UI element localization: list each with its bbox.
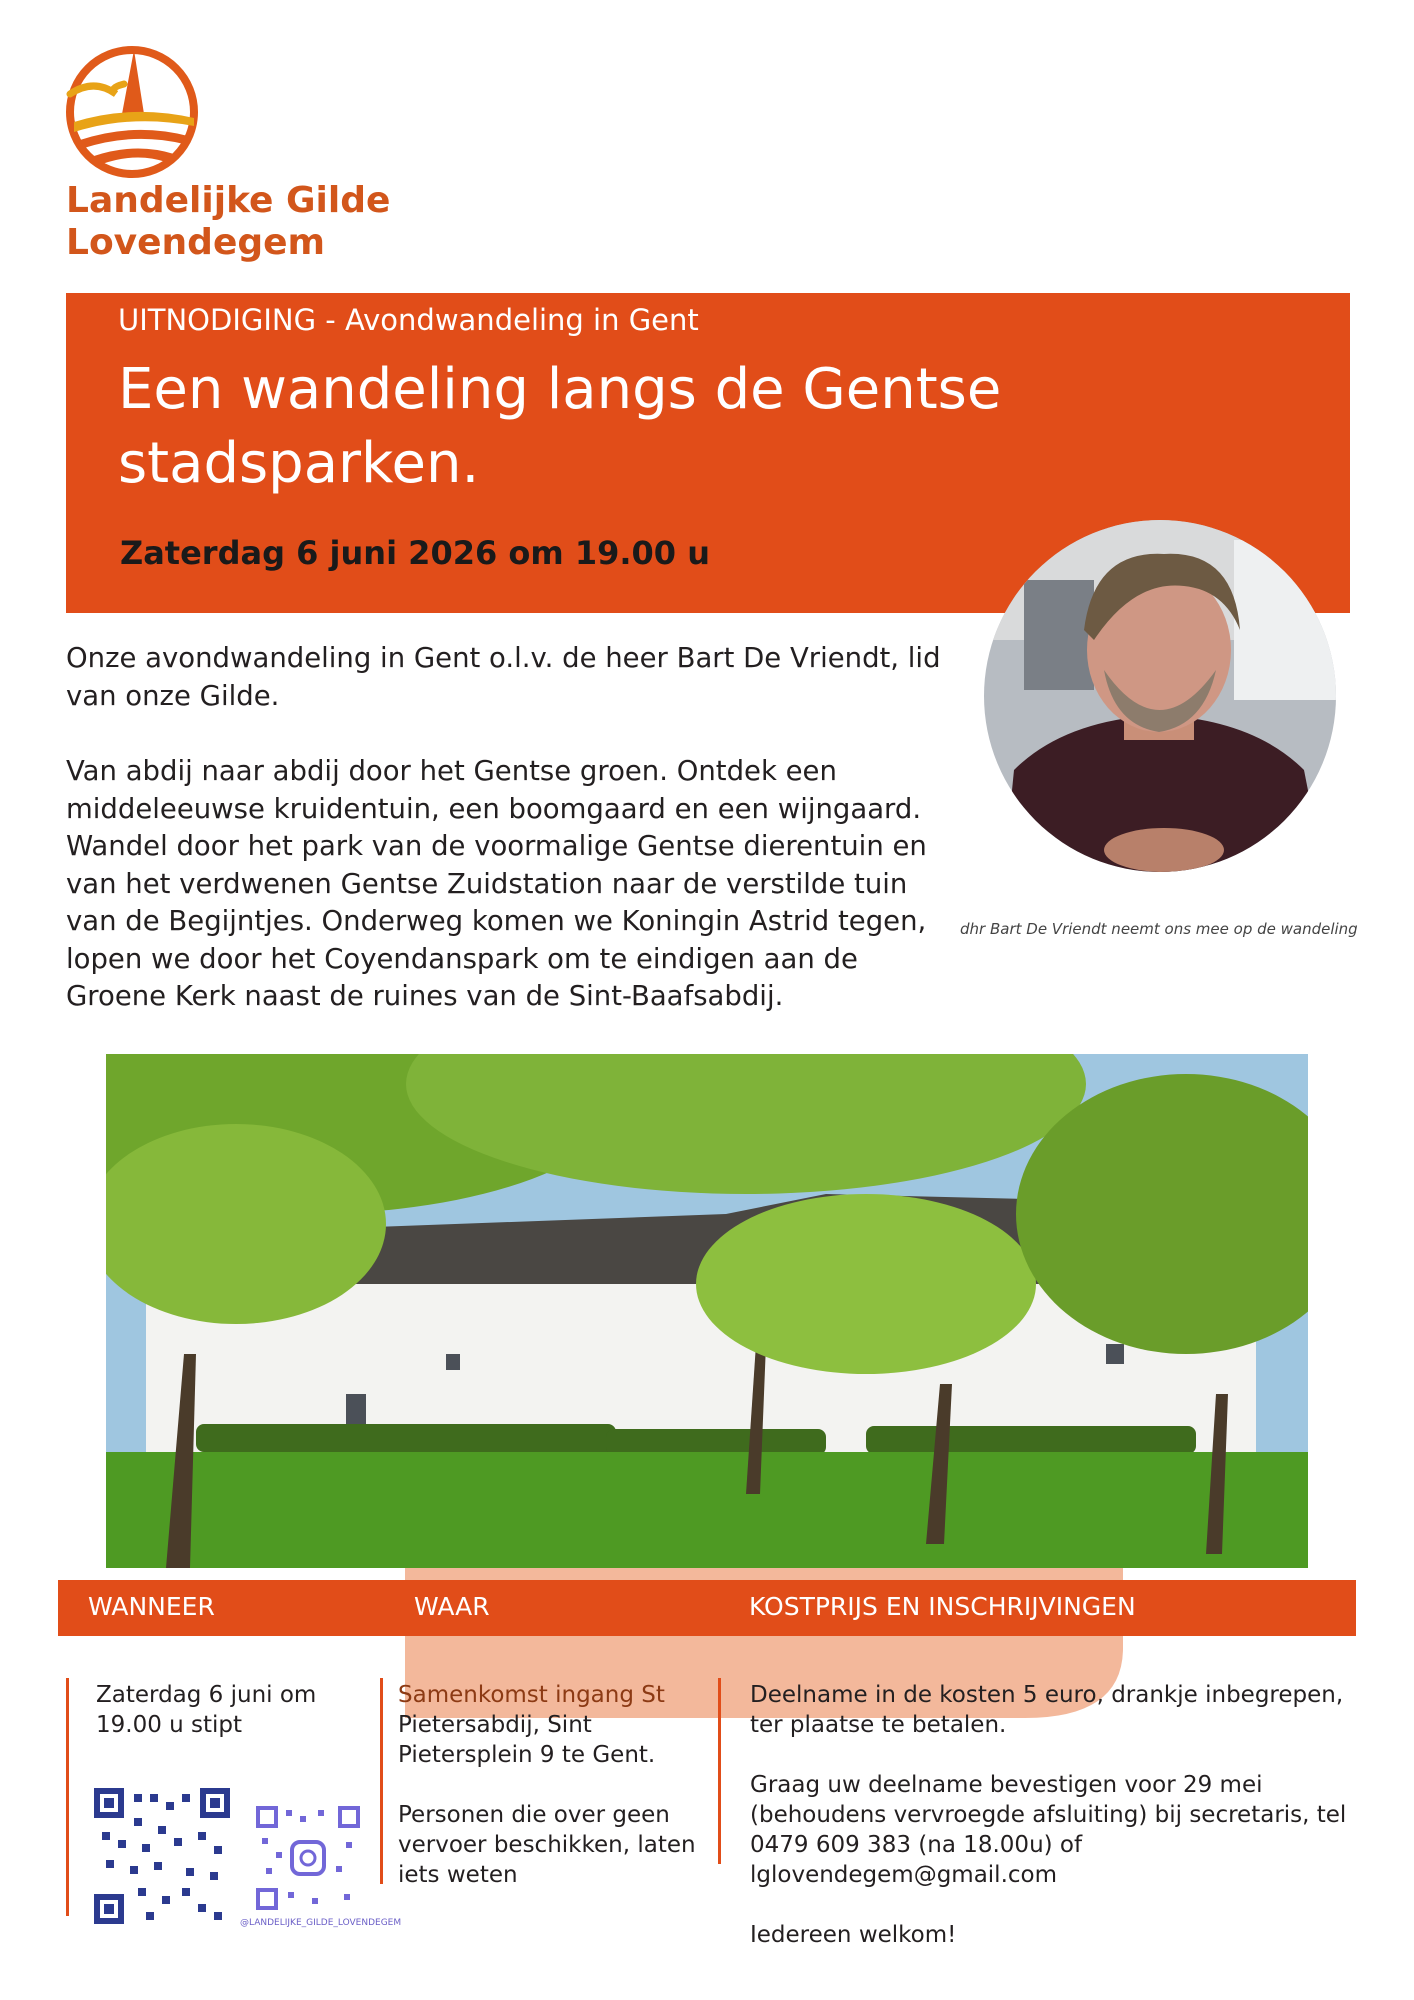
cost-paragraph-3: Iedereen welkom!: [750, 1922, 957, 1948]
qr-code-website[interactable]: [94, 1788, 230, 1928]
portrait-photo: [984, 520, 1336, 872]
intro-text: [66, 640, 966, 1054]
where-note: Personen die over geen vervoer beschikken, laten iets weten: [398, 1802, 696, 1888]
intro-paragraph-2: Van abdij naar abdij door het Gentse groen. Ontdek een middeleeuwse kruidentuin, een boomgaard en een wijngaard. Wandel door het park van de voormalige Gentse dierentuin en van het verdwenen Gentse Zuidstation naar de verstilde tuin van de Begijntjes. Onderweg komen we Koningin Astrid tegen, lopen we door het Coyendanspark om te eindigen aan de Groene Kerk naast de ruines van de Sint-Baafsabdij.: [66, 755, 927, 1012]
portrait-caption: dhr Bart De Vriendt neemt ons mee op de wandeling: [960, 920, 1358, 938]
info-header-bar: [58, 1580, 1356, 1636]
header-where: WAAR: [414, 1592, 490, 1621]
instagram-icon: [292, 1842, 324, 1874]
column-divider-2: [380, 1678, 383, 1884]
intro-paragraph-1: Onze avondwandeling in Gent o.l.v. de heer Bart De Vriendt, lid van onze Gilde.: [66, 642, 941, 712]
cost-paragraph-1: Deelname in de kosten 5 euro, drankje inbegrepen, ter plaatse te betalen.: [750, 1682, 1344, 1738]
logo-text: [66, 180, 390, 264]
cost-text: [750, 1680, 1350, 1980]
instagram-handle: @LANDELIJKE_GILDE_LOVENDEGEM: [240, 1918, 402, 1928]
logo-mark: [64, 44, 200, 180]
column-divider-3: [718, 1678, 721, 1864]
where-address: Pietersabdij, Sint Pietersplein 9 te Gent.: [398, 1712, 656, 1768]
header-when: WANNEER: [88, 1592, 215, 1621]
qr-code-instagram[interactable]: [256, 1806, 360, 1914]
logo-line-2: Lovendegem: [66, 222, 326, 263]
logo-line-1: Landelijke Gilde: [66, 180, 391, 221]
where-lead: Samenkomst ingang St: [398, 1682, 665, 1708]
where-text: [398, 1680, 698, 1920]
when-text: Zaterdag 6 juni om 19.00 u stipt: [96, 1682, 317, 1738]
header-cost: KOSTPRIJS EN INSCHRIJVINGEN: [749, 1592, 1136, 1621]
park-photo: [106, 1054, 1308, 1568]
banner-date: Zaterdag 6 juni 2026 om 19.00 u: [120, 534, 710, 572]
banner-title: Een wandeling langs de Gentse stadsparken.: [118, 357, 1002, 496]
cost-paragraph-2: Graag uw deelname bevestigen voor 29 mei (behoudens vervroegde afsluiting) bij secretaris, tel 0479 609 383 (na 18.00u) of lglovendegem@gmail.com: [750, 1772, 1347, 1888]
column-divider-1: [66, 1678, 69, 1916]
banner-subtitle: UITNODIGING - Avondwandeling in Gent: [118, 303, 699, 337]
